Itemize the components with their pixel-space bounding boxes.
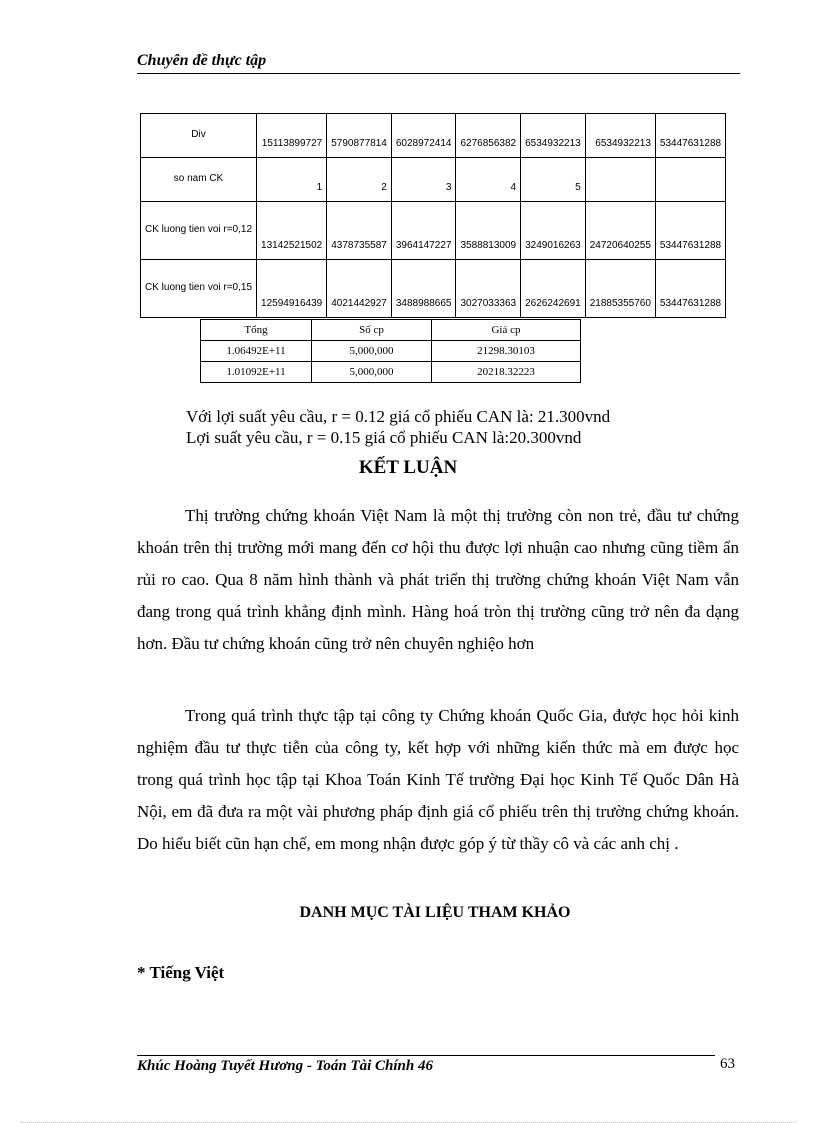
column-header: Số cp bbox=[312, 320, 432, 341]
table-cell: 2626242691 bbox=[521, 260, 586, 318]
table-cell: 3588813009 bbox=[456, 202, 521, 260]
references-bullet: * Tiếng Việt bbox=[137, 963, 225, 982]
table-cell: 6534932213 bbox=[521, 114, 586, 158]
table-cell: 6276856382 bbox=[456, 114, 521, 158]
footer-author: Khúc Hoàng Tuyết Hương - Toán Tài Chính 46 bbox=[137, 1058, 433, 1074]
table-cell: 53447631288 bbox=[655, 260, 725, 318]
row-label: CK luong tien voi r=0,15 bbox=[141, 260, 257, 318]
table-cell: 6534932213 bbox=[585, 114, 655, 158]
table-cell: 4 bbox=[456, 158, 521, 202]
dividend-table bbox=[140, 113, 726, 318]
table-cell: 5 bbox=[521, 158, 586, 202]
table-header-row bbox=[201, 320, 581, 341]
table-cell: 5,000,000 bbox=[312, 341, 432, 362]
row-label: so nam CK bbox=[141, 158, 257, 202]
table-cell: 1.06492E+11 bbox=[201, 341, 312, 362]
table-cell: 13142521502 bbox=[257, 202, 327, 260]
table-cell: 3964147227 bbox=[391, 202, 456, 260]
conclusion-heading: KẾT LUẬN bbox=[358, 457, 458, 478]
table-row bbox=[141, 158, 726, 202]
row-label: CK luong tien voi r=0,12 bbox=[141, 202, 257, 260]
footer-divider bbox=[137, 1055, 715, 1056]
table-cell: 1 bbox=[257, 158, 327, 202]
table-cell bbox=[655, 158, 725, 202]
table-cell: 53447631288 bbox=[655, 202, 725, 260]
table-cell: 3488988665 bbox=[391, 260, 456, 318]
table-cell: 3 bbox=[391, 158, 456, 202]
table-cell: 3249016263 bbox=[521, 202, 586, 260]
table-cell: 12594916439 bbox=[257, 260, 327, 318]
conclusion-paragraph-1: Thị trường chứng khoán Việt Nam là một thị trường còn non trẻ, đầu tư chứng khoán trên thị trường mới mang đến cơ hội thu được lợi nhuận cao nhưng cũng tiềm ẩn rủi ro cao. Qua 8 năm hình thành và phát triển thị trường chứng khoán Việt Nam vẫn đang trong quá trình khẳng định mình. Hàng hoá tròn thị trường cũng trở nên đa dạng hơn. Đầu tư chứng khoán cũng trở nên chuyên nghiệo hơn bbox=[137, 506, 739, 653]
header-divider bbox=[137, 73, 740, 74]
column-header: Giá cp bbox=[432, 320, 581, 341]
table-cell: 1.01092E+11 bbox=[201, 362, 312, 383]
table-cell: 21298.30103 bbox=[432, 341, 581, 362]
table-row bbox=[201, 341, 581, 362]
table-cell: 5,000,000 bbox=[312, 362, 432, 383]
table-cell bbox=[585, 158, 655, 202]
table-row bbox=[141, 202, 726, 260]
column-header: Tổng bbox=[201, 320, 312, 341]
table-row bbox=[141, 260, 726, 318]
conclusion-paragraph-2: Trong quá trình thực tập tại công ty Chứng khoán Quốc Gia, được học hỏi kinh nghiệm đầu tư thực tiễn của công ty, kết hợp với những kiến thức mà em được học trong quá trình học tập tại Khoa Toán Kinh Tế trường Đại học Kinh Tế Quốc Dân Hà Nội, em đã đưa ra một vài phương pháp định giá cổ phiếu trên thị trường chứng khoán. Do hiểu biết cũn hạn chế, em mong nhận được góp ý từ thầy cô và các anh chị . bbox=[137, 706, 739, 853]
table-cell: 6028972414 bbox=[391, 114, 456, 158]
table-cell: 4378735587 bbox=[327, 202, 392, 260]
table-cell: 15113899727 bbox=[257, 114, 327, 158]
row-label: Div bbox=[141, 114, 257, 158]
table-cell: 3027033363 bbox=[456, 260, 521, 318]
table-cell: 5790877814 bbox=[327, 114, 392, 158]
table-row bbox=[141, 114, 726, 158]
table-cell: 21885355760 bbox=[585, 260, 655, 318]
page-header-title: Chuyên đề thực tập bbox=[137, 52, 267, 69]
references-heading: DANH MỤC TÀI LIỆU THAM KHẢO bbox=[299, 904, 571, 921]
table-cell: 20218.32223 bbox=[432, 362, 581, 383]
page-number: 63 bbox=[720, 1056, 735, 1072]
table-cell: 4021442927 bbox=[327, 260, 392, 318]
result-line-r015: Lợi suất yêu cầu, r = 0.15 giá cổ phiếu CAN là:20.300vnd bbox=[186, 428, 582, 447]
result-line-r012: Với lợi suất yêu cầu, r = 0.12 giá cổ phiếu CAN là: 21.300vnd bbox=[186, 407, 611, 426]
price-summary-table bbox=[200, 319, 581, 383]
table-row bbox=[201, 362, 581, 383]
table-cell: 53447631288 bbox=[655, 114, 725, 158]
table-cell: 2 bbox=[327, 158, 392, 202]
table-cell: 24720640255 bbox=[585, 202, 655, 260]
